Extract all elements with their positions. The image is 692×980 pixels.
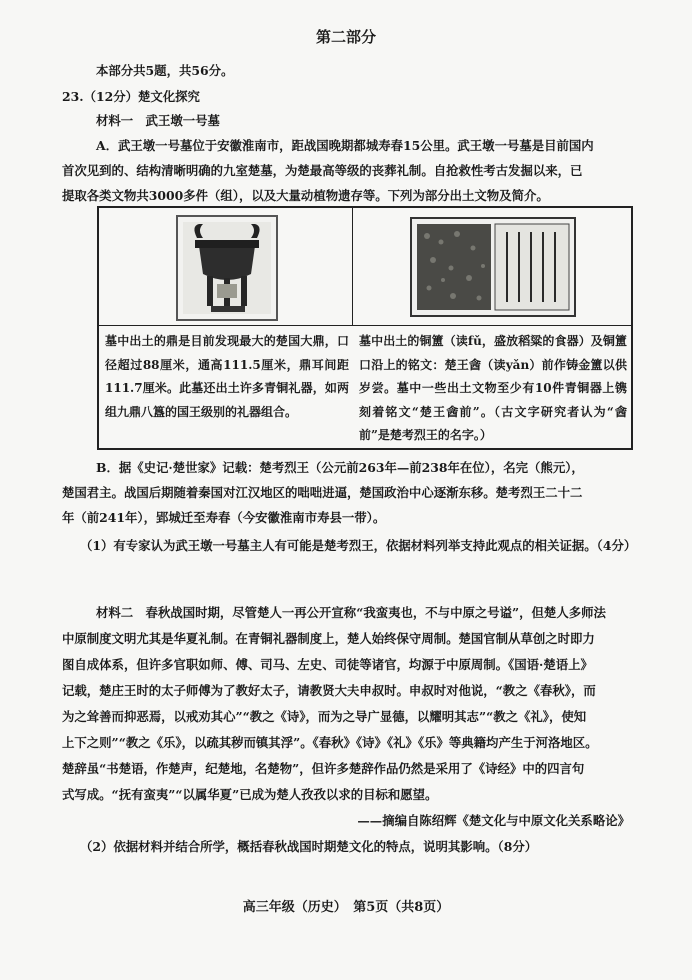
fu-caption: 墓中出土的铜簠（读fǔ，盛放稻粱的食器）及铜簠口沿上的铭文：楚王酓（读yǎn）前作铸金簠以供岁尝。墓中一些出土文物至少有10件青铜器上镌刻着铭文“楚王酓前”。（古文字研究者认为“酓前”是楚考烈王的名字。）	[359, 334, 627, 442]
material2-line-5: 为之耸善而抑恶焉，以戒劝其心”“教之《诗》，而为之导广显德，以耀明其志”“教之《礼》，使知	[62, 709, 587, 724]
question-topic: 楚文化探究	[137, 89, 200, 104]
material2-line-2: 中原制度文明尤其是华夏礼制。在青铜礼器制度上，楚人始终保守周制。楚国官制从草创之时即力	[62, 631, 595, 646]
question-2: （2）依据材料并结合所学，概括春秋战国时期楚文化的特点，说明其影响。（8分）	[80, 839, 538, 854]
question-header	[62, 84, 200, 110]
bronze-ding-image	[99, 208, 349, 324]
ding-image-cell	[99, 208, 353, 326]
section-intro: 本部分共5题，共56分。	[96, 63, 234, 78]
material2-line-1: 材料二 春秋战国时期，尽管楚人一再公开宣称“我蛮夷也，不与中原之号谥”，但楚人多师法	[96, 605, 606, 620]
material1-heading: 材料一 武王墩一号墓	[96, 113, 220, 128]
material1-b-line-1: B．据《史记·楚世家》记载：楚考烈王（公元前263年—前238年在位），名完（熊元），	[96, 460, 584, 475]
material2-line-6: 上下之则”“教之《乐》，以疏其秽而镇其浮”。《春秋》《诗》《礼》《乐》等典籍均产生于河洛地区。	[62, 735, 598, 750]
artifact-table	[97, 206, 633, 450]
material1-a-line-2: 首次见到的、结构清晰明确的九室楚墓，为楚最高等级的丧葬礼制。自抢救性考古发掘以来，已	[62, 163, 583, 178]
question-1: （1）有专家认为武王墩一号墓主人有可能是楚考烈王，依据材料列举支持此观点的相关证据。（4分）	[80, 538, 637, 553]
material2-source: ——摘编自陈绍辉《楚文化与中原文化关系略论》	[357, 813, 630, 828]
question-number: 23.	[62, 89, 84, 104]
material2-line-4: 记载，楚庄王时的太子师傅为了教好太子，请教贤大夫申叔时。申叔时对他说，“教之《春秋》，而	[62, 683, 596, 698]
material1-a-line-1: A．武王墩一号墓位于安徽淮南市，距战国晚期都城寿春15公里。武王墩一号墓是目前国内	[96, 138, 594, 153]
material2-line-3: 图自成体系，但许多官职如师、傅、司马、左史、司徒等诸官，均源于中原周制。《国语·楚语上》	[62, 657, 593, 672]
bronze-fu-inscription-image	[353, 208, 629, 324]
section-title: 第二部分	[315, 28, 376, 46]
question-points: （12分）	[83, 89, 138, 104]
fu-image-cell	[353, 208, 631, 326]
material1-b-line-2: 楚国君主。战国后期随着秦国对江汉地区的咄咄进逼，楚国政治中心逐渐东移。楚考烈王二十二	[62, 485, 583, 500]
material1-b-line-3: 年（前241年），郢城迁至寿春（今安徽淮南市寿县一带）。	[62, 510, 386, 525]
ding-caption: 墓中出土的鼎是目前发现最大的楚国大鼎，口径超过88厘米，通高111.5厘米，鼎耳间距111.7厘米。此墓还出土许多青铜礼器，如两组九鼎八簋的国王级别的礼器组合。	[105, 334, 349, 419]
material2-line-7: 楚辞虽“书楚语，作楚声，纪楚地，名楚物”，但许多楚辞作品仍然是采用了《诗经》中的四言句	[62, 761, 585, 776]
material1-a-line-3: 提取各类文物共3000多件（组），以及大量动植物遗存等。下列为部分出土文物及简介。	[62, 188, 549, 203]
page-footer: 高三年级（历史） 第5页（共8页）	[242, 900, 450, 915]
material2-line-8: 式写成。“抚有蛮夷”“以属华夏”已成为楚人孜孜以求的目标和愿望。	[62, 787, 438, 802]
